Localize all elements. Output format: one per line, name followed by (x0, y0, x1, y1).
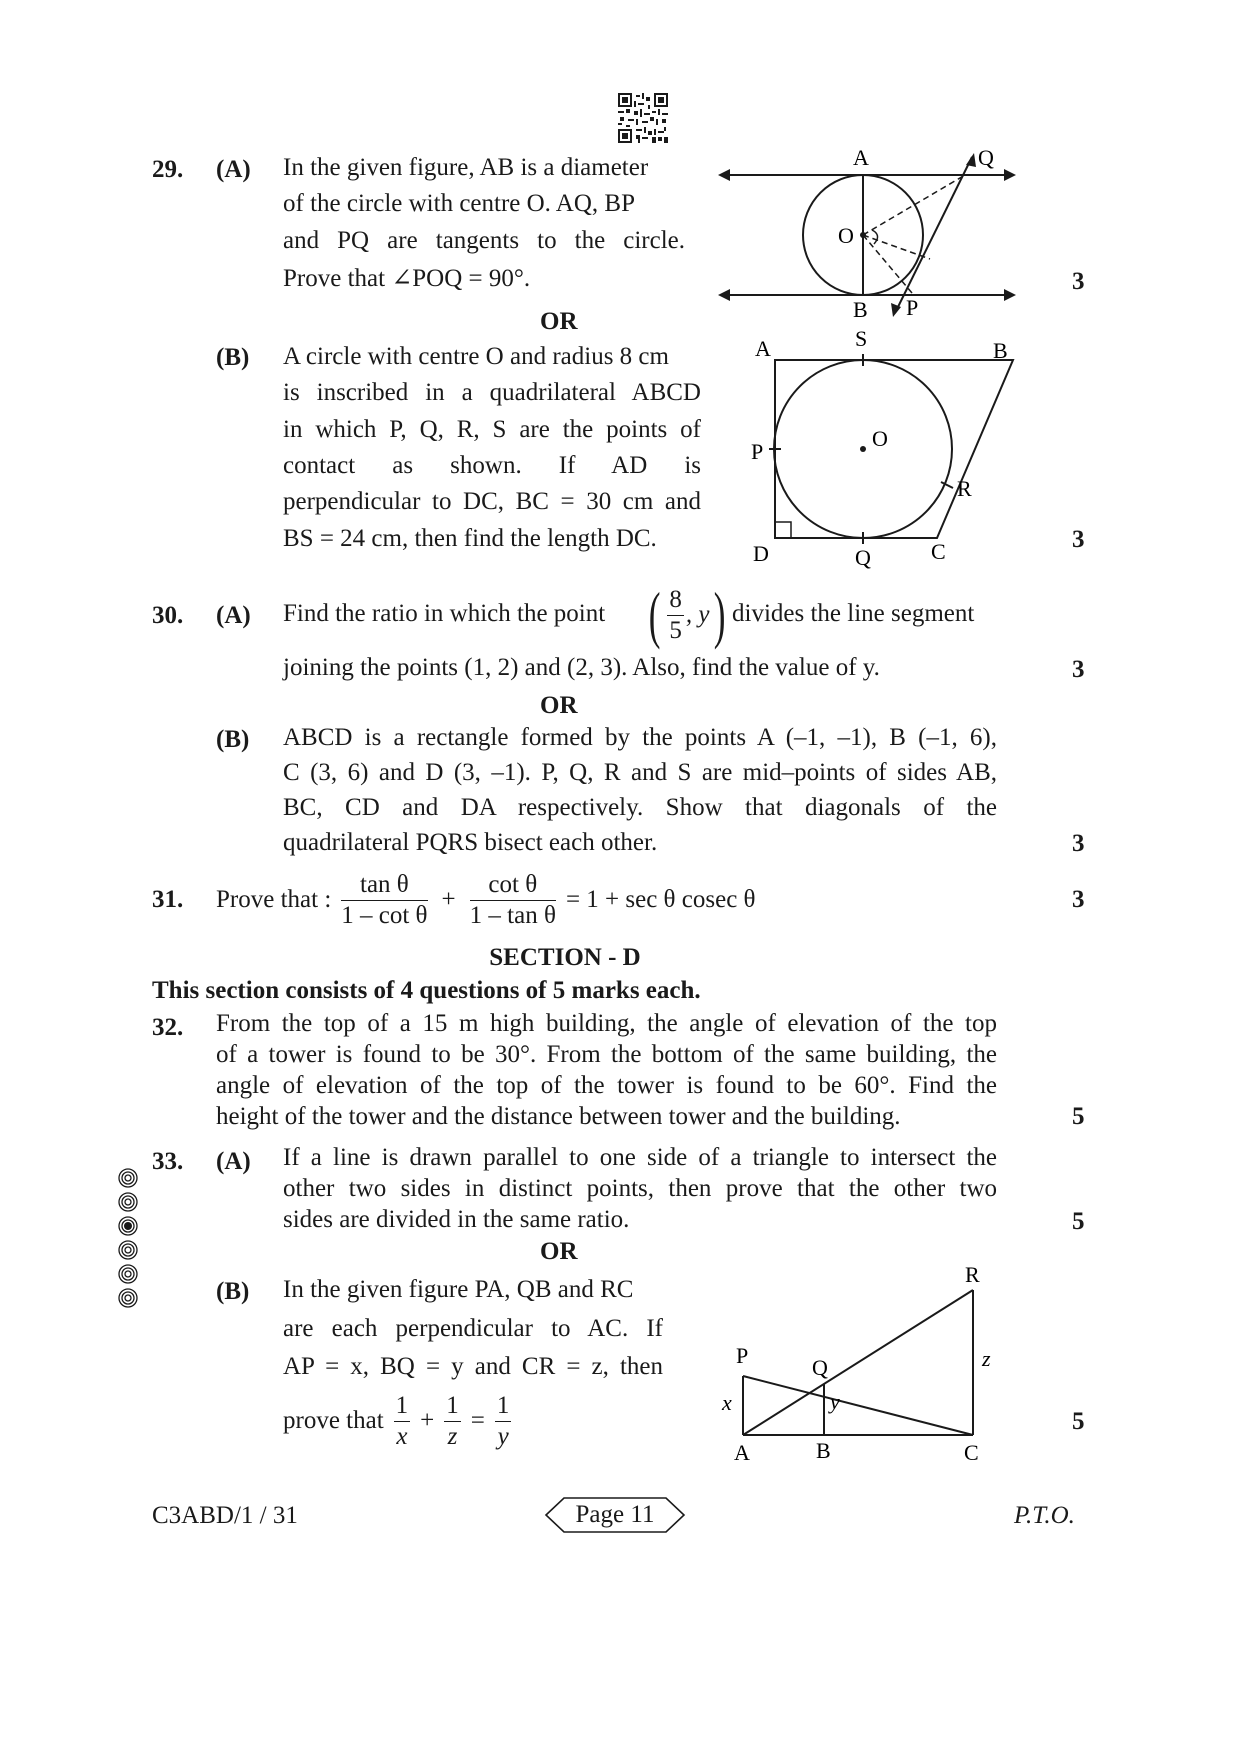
question-text: joining the points (1, 2) and (2, 3). Also, find the value of y. (283, 654, 880, 681)
fig1-label-O: O (838, 223, 854, 248)
question-text: angle of elevation of the top of the tower is found to be 60°. Find the (216, 1072, 997, 1099)
fig3-label-x: x (722, 1390, 732, 1415)
marks: 3 (1072, 830, 1085, 857)
marks: 3 (1072, 886, 1085, 913)
fig1-label-A: A (853, 145, 869, 170)
identity-rhs: = 1 + sec θ cosec θ (565, 886, 756, 913)
part-label: (A) (216, 602, 251, 629)
fig3-label-R: R (965, 1262, 980, 1287)
fig2-label-P: P (751, 439, 764, 464)
fig3-label-Q: Q (812, 1355, 828, 1380)
fig2-label-D: D (753, 541, 769, 566)
fraction-1-numerator: tan θ (341, 870, 427, 901)
question-number: 30. (152, 602, 184, 629)
reciprocal-equation (283, 1388, 515, 1454)
question-text: perpendicular to DC, BC = 30 cm and (283, 488, 701, 515)
fig1-label-P: P (906, 295, 919, 320)
question-number: 31. (152, 886, 184, 913)
question-text: ABCD is a rectangle formed by the points A (–1, –1), B (–1, 6), (283, 724, 997, 751)
fig2-label-C: C (931, 539, 946, 564)
marks: 5 (1072, 1208, 1085, 1235)
part-label: (B) (216, 344, 250, 371)
qr-code (618, 93, 668, 143)
fig2-label-B: B (993, 338, 1008, 363)
question-text: A circle with centre O and radius 8 cm (283, 343, 669, 370)
figure-inscribed-circle (745, 328, 1030, 573)
fraction-numerator: 8 (667, 585, 684, 616)
question-text: BC, CD and DA respectively. Show that diagonals of the (283, 794, 997, 821)
right-paren: ) (714, 579, 726, 650)
fig3-label-A: A (734, 1440, 750, 1465)
fig3-label-y: y (830, 1389, 840, 1414)
question-text: Find the ratio in which the point (283, 600, 606, 627)
prove-prefix: prove that (283, 1407, 384, 1434)
question-text: in which P, Q, R, S are the points of (283, 416, 701, 443)
question-text: Prove that ∠POQ = 90°. (283, 265, 531, 292)
question-text: quadrilateral PQRS bisect each other. (283, 829, 658, 856)
numerator: 1 (444, 1391, 461, 1422)
fig2-label-S: S (855, 328, 868, 351)
fraction-1 (341, 870, 427, 931)
question-number: 29. (152, 156, 184, 183)
pto-label: P.T.O. (1014, 1502, 1075, 1529)
fraction-2-denominator: 1 – tan θ (469, 901, 556, 929)
question-text: is inscribed in a quadrilateral ABCD (283, 379, 701, 406)
question-text: If a line is drawn parallel to one side of a triangle to intersect the (283, 1144, 997, 1171)
fig2-label-A: A (755, 336, 771, 361)
fig3-label-B: B (816, 1438, 831, 1463)
or-divider: OR (540, 1238, 578, 1265)
denominator: x (396, 1422, 408, 1450)
fig1-label-B: B (853, 297, 868, 320)
question-text: sides are divided in the same ratio. (283, 1206, 630, 1233)
section-intro: This section consists of 4 questions of 5 marks each. (152, 977, 701, 1004)
marks: 3 (1072, 526, 1085, 553)
numerator: 1 (495, 1391, 512, 1422)
plus-sign: + (420, 1407, 435, 1434)
fig2-label-O: O (872, 426, 888, 451)
question-text: AP = x, BQ = y and CR = z, then (283, 1353, 663, 1380)
part-label: (B) (216, 726, 250, 753)
question-text: of the circle with centre O. AQ, BP (283, 190, 635, 217)
fraction-2-numerator: cot θ (470, 870, 556, 901)
fraction (667, 585, 684, 646)
fraction-1-denominator: 1 – cot θ (341, 901, 428, 929)
question-text: In the given figure PA, QB and RC (283, 1276, 634, 1303)
fig3-label-z: z (982, 1346, 991, 1371)
question-number: 33. (152, 1148, 184, 1175)
paper-code: C3ABD/1 / 31 (152, 1502, 298, 1529)
question-text: In the given figure, AB is a diameter (283, 154, 649, 181)
numerator: 1 (394, 1391, 411, 1422)
point-coordinates (644, 580, 731, 650)
or-divider: OR (540, 692, 578, 719)
question-text: of a tower is found to be 30°. From the bottom of the same building, the (216, 1041, 997, 1068)
marks: 5 (1072, 1408, 1085, 1435)
fraction-denominator: 5 (669, 616, 682, 644)
or-divider: OR (540, 308, 578, 335)
question-text: C (3, 6) and D (3, –1). P, Q, R and S are mid–points of sides AB, (283, 759, 997, 786)
fig1-label-Q: Q (978, 145, 994, 170)
question-text: height of the tower and the distance between tower and the building. (216, 1103, 901, 1130)
fig3-label-C: C (964, 1440, 979, 1465)
fraction-2 (470, 870, 556, 931)
part-label: (A) (216, 1148, 251, 1175)
question-text: other two sides in distinct points, then prove that the other two (283, 1175, 997, 1202)
denominator: z (447, 1422, 458, 1450)
margin-spirals (115, 1168, 141, 1308)
question-text: contact as shown. If AD is (283, 452, 701, 479)
fraction-1-over-y (495, 1391, 512, 1452)
marks: 5 (1072, 1103, 1085, 1130)
marks: 3 (1072, 656, 1085, 683)
fraction-1-over-x (394, 1391, 411, 1452)
prove-prefix: Prove that : (216, 886, 332, 913)
question-text: divides the line segment (732, 600, 975, 627)
question-text: and PQ are tangents to the circle. (283, 227, 685, 254)
denominator: y (497, 1422, 509, 1450)
question-text: are each perpendicular to AC. If (283, 1315, 663, 1342)
plus-sign: + (441, 886, 456, 913)
equals-sign: = (470, 1407, 485, 1434)
part-label: (A) (216, 156, 251, 183)
fig2-label-R: R (957, 476, 972, 501)
fig3-label-P: P (736, 1343, 749, 1368)
figure-tangent-circle (710, 145, 1030, 320)
question-text: From the top of a 15 m high building, the angle of elevation of the top (216, 1010, 997, 1037)
page-number: Page 11 (575, 1501, 655, 1528)
left-paren: ( (648, 579, 661, 650)
question-number: 32. (152, 1014, 184, 1041)
question-text: BS = 24 cm, then find the length DC. (283, 525, 657, 552)
part-label: (B) (216, 1278, 250, 1305)
point-y: , y (685, 601, 710, 628)
figure-perpendiculars (710, 1250, 1010, 1475)
trig-identity (216, 864, 756, 936)
marks: 3 (1072, 268, 1085, 295)
fraction-1-over-z (444, 1391, 461, 1452)
fig2-label-Q: Q (855, 545, 871, 570)
section-title: SECTION - D (489, 944, 641, 971)
